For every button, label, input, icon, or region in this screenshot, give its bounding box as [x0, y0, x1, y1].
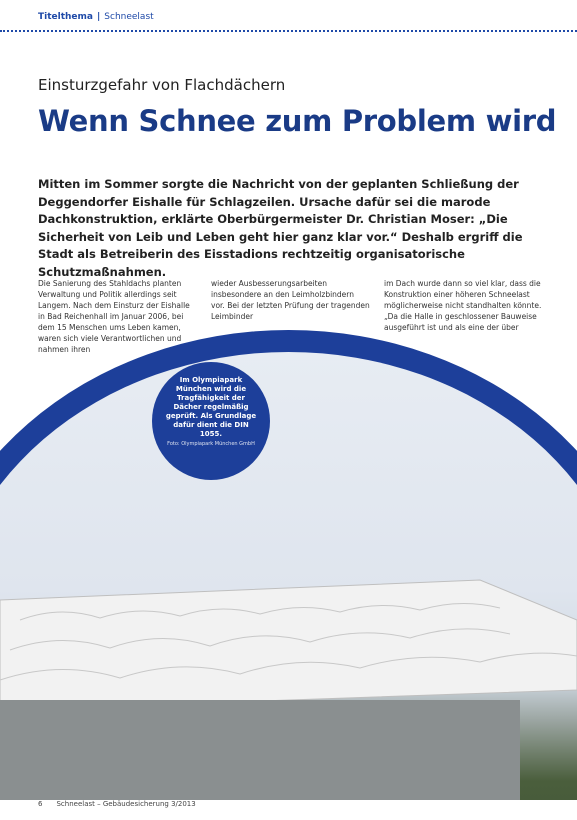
dotted-divider [0, 30, 577, 32]
section-header [38, 12, 154, 22]
photo-caption-bubble [152, 362, 270, 480]
body-column-3: im Dach wurde dann so viel klar, dass die Konstruktion einer höheren Schneelast möglicherweise nicht standhalten könnte. „Da die Halle in geschlossener Bauweise ausgeführt ist und als eine der über [384, 279, 542, 332]
page-footer [38, 800, 210, 808]
body-column-2: wieder Ausbesserungsarbeiten insbesondere an den Leimholzbindern vor. Bei der letzten Prüfung der tragenden Leimbinder [211, 279, 370, 321]
article-kicker: Einsturzgefahr von Flachdächern [38, 76, 286, 94]
photo-credit: Foto: Olympiapark München GmbH [167, 441, 255, 447]
stadium-photo [0, 330, 577, 800]
section-topic: Schneelast [104, 12, 154, 22]
photo-caption: Im Olympiapark München wird die Tragfähigkeit der Dächer regelmäßig geprüft. Als Grundlage dafür dient die DIN 1055. [165, 376, 257, 438]
article-title: Wenn Schnee zum Problem wird [38, 104, 557, 138]
article-lead: Mitten im Sommer sorgte die Nachricht von der geplanten Schließung der Deggendorfer Eishalle für Schlagzeilen. Ursache dafür sei die marode Dachkonstruktion, erklärte Oberbürgermeister Dr. Christian Moser: „Die Sicherheit von Leib und Leben geht hier ganz klar vor.“ Deshalb ergriff die Stadt als Betreiberin des Eisstadions rechtzeitig organisatorische Schutzmaßnahmen. [38, 177, 523, 279]
body-column-1: Die Sanierung des Stahldachs planten Verwaltung und Politik allerdings seit Langem. Nach dem Einsturz der Eishalle in Bad Reichenhall im Januar 2006, bei dem 15 Menschen ums Leben kamen, waren sich viele Verantwortlichen und nahmen ihren [38, 279, 190, 354]
publication-name: Schneelast – Gebäudesicherung 3/2013 [56, 800, 196, 808]
section-rubric: Titelthema [38, 12, 93, 22]
header-separator: | [96, 12, 101, 22]
stadium-facade [0, 700, 520, 800]
page-number: 6 [38, 800, 43, 808]
